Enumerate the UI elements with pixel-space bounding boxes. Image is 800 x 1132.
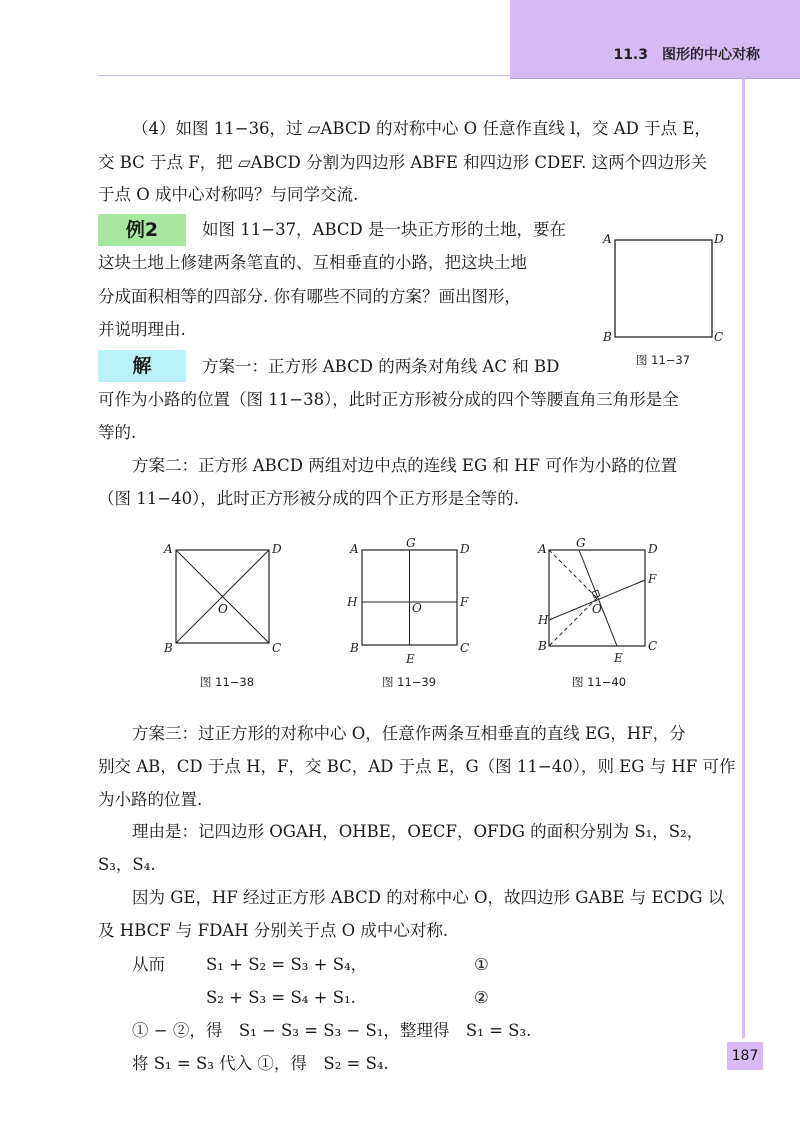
label-f: F [648, 572, 657, 586]
paragraph-4-line-3: 于点 O 成中心对称吗？与同学交流. [98, 185, 359, 204]
label-o: O [218, 602, 228, 616]
label-b: B [603, 330, 612, 344]
dashed-oa [549, 550, 597, 598]
label-o: O [412, 601, 422, 615]
plan-3-line-2: 别交 AB，CD 于点 H，F，交 BC，AD 于点 E，G（图 11−40），则 EG 与 HF 可作 [98, 757, 736, 776]
figure-11-40-caption: 图 11−40 [572, 675, 627, 689]
figure-11-38 [160, 540, 290, 660]
label-a: A [164, 542, 173, 556]
figure-11-37-caption: 图 11−37 [636, 353, 691, 367]
plan-2-line-1: 方案二：正方形 ABCD 两组对边中点的连线 EG 和 HF 可作为小路的位置 [132, 456, 678, 475]
example-2-line-1: 如图 11−37，ABCD 是一块正方形的土地，要在 [202, 220, 567, 239]
example-2-line-2: 这块土地上修建两条笔直的、互相垂直的小路，把这块土地 [98, 253, 527, 272]
side-margin-bar [742, 78, 745, 1038]
example-2-badge: 例2 [98, 214, 186, 246]
figure-11-39 [344, 536, 479, 670]
solution-line-1: 方案一：正方形 ABCD 的两条对角线 AC 和 BD [202, 357, 560, 376]
plan-2-line-2: （图 11−40），此时正方形被分成的四个正方形是全等的. [98, 489, 520, 508]
equation-1: S₁ + S₂ = S₃ + S₄， [206, 955, 368, 974]
label-e: E [614, 651, 623, 665]
label-g: G [406, 536, 416, 550]
equation-3: ① − ②，得 S₁ − S₃ = S₃ − S₁，整理得 S₁ = S₃. [132, 1021, 532, 1040]
label-f: F [460, 595, 469, 609]
figure-11-38-caption: 图 11−38 [200, 675, 255, 689]
solution-line-3: 等的. [98, 423, 137, 442]
label-d: D [714, 232, 724, 246]
dashed-ob [549, 598, 597, 646]
because-line-1: 因为 GE，HF 经过正方形 ABCD 的对称中心 O，故四边形 GABE 与 ECDG 以 [132, 888, 725, 907]
reason-line-2: S₃，S₄. [98, 855, 156, 874]
reason-line-1: 理由是：记四边形 OGAH，OHBE，OECF，OFDG 的面积分别为 S₁，S₂， [132, 822, 704, 841]
plan-3-line-1: 方案三：过正方形的对称中心 O，任意作两条互相垂直的直线 EG，HF，分 [132, 724, 686, 743]
label-b: B [164, 641, 173, 655]
label-e: E [406, 652, 415, 666]
label-d: D [460, 542, 470, 556]
figure-11-39-caption: 图 11−39 [382, 675, 437, 689]
equation-1-prefix: 从而 [132, 955, 165, 974]
label-b: B [350, 641, 359, 655]
page-number: 187 [727, 1042, 763, 1070]
equation-1-number: ① [474, 955, 489, 974]
paragraph-4-line-2: 交 BC 于点 F，把 ▱ABCD 分割为四边形 ABFE 和四边形 CDEF. 这两个四边形关 [98, 153, 708, 172]
label-h: H [538, 613, 549, 627]
label-h: H [347, 595, 358, 609]
label-a: A [538, 542, 547, 556]
example-2-line-4: 并说明理由. [98, 320, 186, 339]
solution-badge: 解 [98, 350, 186, 382]
paragraph-4-line-1: （4）如图 11−36，过 ▱ABCD 的对称中心 O 任意作直线 l，交 AD 于点 E， [132, 119, 711, 138]
example-2-line-3: 分成面积相等的四部分. 你有哪些不同的方案？画出图形， [98, 287, 521, 306]
square-abcd [615, 240, 712, 337]
label-d: D [272, 542, 282, 556]
label-a: A [603, 232, 612, 246]
label-c: C [272, 641, 282, 655]
label-d: D [648, 542, 658, 556]
solution-line-2: 可作为小路的位置（图 11−38），此时正方形被分成的四个等腰直角三角形是全 [98, 390, 679, 409]
equation-2: S₂ + S₃ = S₄ + S₁. [206, 988, 356, 1007]
figure-11-37 [598, 228, 738, 348]
header-rule [98, 75, 510, 76]
label-c: C [648, 639, 658, 653]
label-c: C [460, 641, 470, 655]
label-o: O [592, 602, 602, 616]
because-line-2: 及 HBCF 与 FDAH 分别关于点 O 成中心对称. [98, 921, 449, 940]
equation-2-number: ② [474, 988, 489, 1007]
figure-11-40 [534, 538, 674, 670]
label-a: A [350, 542, 359, 556]
label-b: B [538, 639, 547, 653]
equation-4: 将 S₁ = S₃ 代入 ①，得 S₂ = S₄. [132, 1054, 389, 1073]
label-c: C [714, 330, 724, 344]
section-title: 11.3 图形的中心对称 [613, 47, 760, 63]
label-g: G [576, 536, 586, 550]
section-header-tab [510, 0, 800, 79]
line-ge [579, 550, 617, 646]
plan-3-line-3: 为小路的位置. [98, 790, 203, 809]
